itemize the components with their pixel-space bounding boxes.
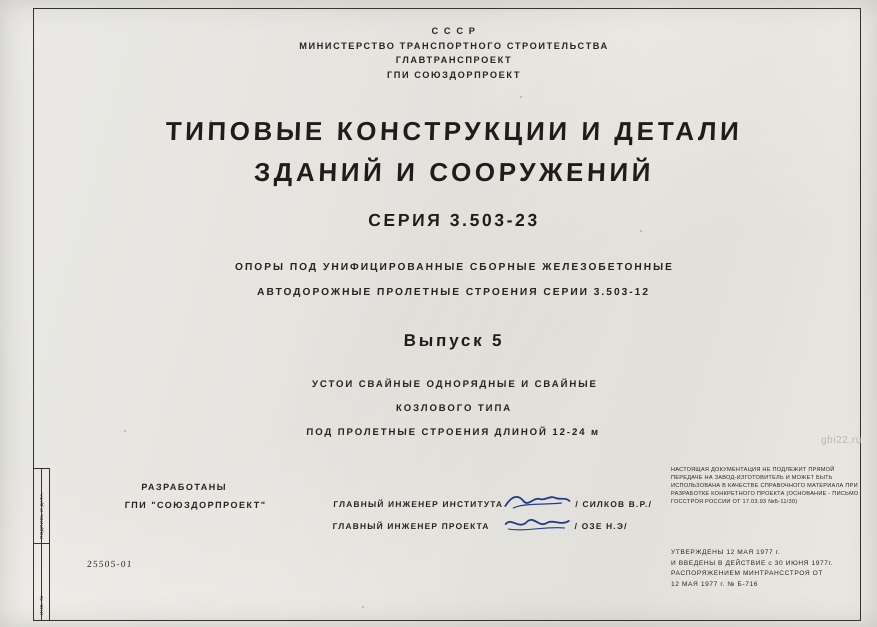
signature-role: ГЛАВНЫЙ ИНЖЕНЕР ПРОЕКТА <box>332 521 490 531</box>
description-block <box>48 373 861 445</box>
handwritten-signature-icon <box>502 514 571 534</box>
organization-line-2: МИНИСТЕРСТВО ТРАНСПОРТНОГО СТРОИТЕЛЬСТВА <box>299 40 609 51</box>
stamp-label-signature-date: ПОДПИСЬ И ДАТА <box>38 493 44 539</box>
subtitle-line-1: ОПОРЫ ПОД УНИФИЦИРОВАННЫЕ СБОРНЫЕ ЖЕЛЕЗОБЕТОННЫЕ <box>234 262 675 273</box>
approval-line-1: УТВЕРЖДЕНЫ 12 МАЯ 1977 г. <box>671 549 781 556</box>
sheet-content <box>49 8 862 619</box>
description-line-2: КОЗЛОВОГО ТИПА <box>395 403 513 414</box>
organization-line-4: ГПИ СОЮЗДОРПРОЕКТ <box>386 69 522 80</box>
approval-line-2: И ВВЕДЕНЫ В ДЕЙСТВИЕ с 30 ИЮНЯ 1977г. <box>671 559 834 567</box>
approval-line-3: РАСПОРЯЖЕНИЕМ МИНТРАНССТРОЯ ОТ <box>671 570 824 578</box>
developer-line-1: РАЗРАБОТАНЫ <box>141 482 228 492</box>
organization-line-3: ГЛАВТРАНСПРОЕКТ <box>395 55 513 65</box>
document-title-line-2: ЗДАНИЙ И СООРУЖЕНИЙ <box>253 157 655 187</box>
handwritten-signature-icon <box>503 492 572 512</box>
signature-row <box>333 493 653 515</box>
issue-label: Выпуск 5 <box>403 331 505 350</box>
subtitle-block <box>48 255 860 305</box>
title-block-stamp <box>33 468 50 620</box>
approval-block <box>671 548 871 590</box>
document-number: 25505-01 <box>86 560 133 570</box>
developer-block <box>124 478 267 514</box>
description-line-3: ПОД ПРОЛЕТНЫЕ СТРОЕНИЯ ДЛИНОЙ 12-24 м <box>306 427 601 438</box>
document-title-line-1: ТИПОВЫЕ КОНСТРУКЦИИ И ДЕТАЛИ <box>165 116 743 146</box>
signatory-name: / ОЗЕ Н.Э/ <box>574 521 628 531</box>
subtitle-line-2: АВТОДОРОЖНЫЕ ПРОЛЕТНЫЕ СТРОЕНИЯ СЕРИИ 3.503-12 <box>256 287 651 298</box>
signature-role: ГЛАВНЫЙ ИНЖЕНЕР ИНСТИТУТА <box>333 499 504 509</box>
approval-line-4: 12 МАЯ 1977 г. № Б-716 <box>671 580 759 588</box>
series-label: СЕРИЯ 3.503-23 <box>367 210 541 230</box>
signatory-name: / СИЛКОВ В.Р./ <box>575 499 653 509</box>
description-line-1: УСТОИ СВАЙНЫЕ ОДНОРЯДНЫЕ И СВАЙНЫЕ <box>311 379 598 390</box>
stamp-label-inventory-number: ИНВ. № <box>38 595 44 615</box>
signature-mark <box>500 516 575 536</box>
developer-line-2: ГПИ "СОЮЗДОРПРОЕКТ" <box>124 500 267 510</box>
signature-block <box>332 493 652 537</box>
organization-header <box>49 24 859 82</box>
watermark-text: gbi22.ru <box>821 435 862 446</box>
signature-row <box>332 515 652 537</box>
usage-notice: НАСТОЯЩАЯ ДОКУМЕНТАЦИЯ НЕ ПОДЛЕЖИТ ПРЯМОЙ ПЕРЕДАЧЕ НА ЗАВОД-ИЗГОТОВИТЕЛЬ И МОЖЕТ БЫТЬ ИСПОЛЬЗОВАНА В КАЧЕСТВЕ СПРАВОЧНОГО МАТЕРИАЛА ПРИ РАЗРАБОТКЕ КОНКРЕТНОГО ПРОЕКТА (ОСНОВАНИЕ - ПИСЬМО ГОССТРОЯ РОССИИ ОТ 17.03.93 №Б-11/30) <box>671 467 859 505</box>
signature-mark <box>501 494 576 514</box>
organization-line-1: С С С Р <box>431 26 477 36</box>
stamp-horizontal-divider <box>33 543 49 544</box>
